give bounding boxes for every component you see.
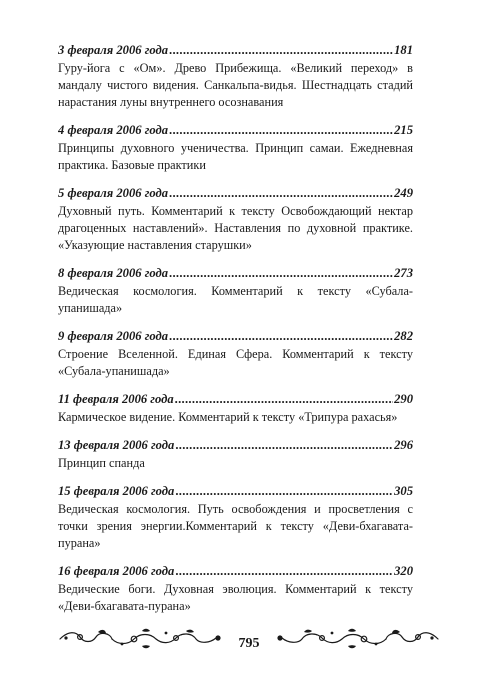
leader-dots	[169, 185, 393, 202]
leader-dots	[169, 42, 393, 59]
toc-description: Ведическая космология. Путь освобождения и просветления с точки зрения энергии.Комментарий к тексту «Деви-бхагавата-пурана»	[58, 502, 413, 550]
toc-entry	[58, 437, 413, 472]
toc-date: 5 февраля 2006 года	[58, 186, 169, 200]
toc-date: 4 февраля 2006 года	[58, 123, 169, 137]
toc-date: 11 февраля 2006 года	[58, 392, 174, 406]
floral-scroll-ornament-icon	[270, 627, 440, 649]
toc-heading	[58, 563, 413, 580]
toc-heading	[58, 42, 413, 59]
toc-page-number: 273	[394, 266, 413, 280]
toc-heading	[58, 185, 413, 202]
toc-page-number: 282	[394, 329, 413, 343]
leader-dots	[169, 122, 393, 139]
toc-entry	[58, 122, 413, 174]
toc-page-number: 215	[394, 123, 413, 137]
toc-date: 9 февраля 2006 года	[58, 329, 169, 343]
toc-page-number: 290	[394, 392, 413, 406]
toc-date: 15 февраля 2006 года	[58, 484, 175, 498]
toc-heading	[58, 391, 413, 408]
toc-description: Кармическое видение. Комментарий к тексту «Трипура рахасья»	[58, 410, 398, 424]
toc-page-number: 320	[394, 564, 413, 578]
toc-date: 8 февраля 2006 года	[58, 266, 169, 280]
toc-page-number: 305	[394, 484, 413, 498]
leader-dots	[175, 563, 393, 580]
toc-heading	[58, 483, 413, 500]
toc-description: Ведические боги. Духовная эволюция. Комментарий к тексту «Деви-бхагавата-пурана»	[58, 582, 413, 613]
toc-heading	[58, 328, 413, 345]
floral-scroll-ornament-icon	[58, 627, 228, 649]
toc-date: 3 февраля 2006 года	[58, 43, 169, 57]
toc-entry	[58, 42, 413, 111]
toc-entry	[58, 265, 413, 317]
toc-description: Ведическая космология. Комментарий к тексту «Субала-упанишада»	[58, 284, 413, 315]
leader-dots	[169, 265, 393, 282]
toc-entry	[58, 391, 413, 426]
table-of-contents	[58, 42, 413, 626]
toc-heading	[58, 265, 413, 282]
toc-description: Гуру-йога с «Ом». Древо Прибежища. «Великий переход» в мандалу чистого видения. Санкальпа-видья. Шестнадцать стадий нарастания луны внутреннего осознавания	[58, 61, 413, 109]
toc-entry	[58, 328, 413, 380]
toc-entry	[58, 483, 413, 552]
toc-description: Принципы духовного ученичества. Принцип самаи. Ежедневная практика. Базовые практики	[58, 141, 413, 172]
page-number: 795	[238, 636, 260, 651]
toc-heading	[58, 437, 413, 454]
leader-dots	[175, 391, 393, 408]
leader-dots	[169, 328, 393, 345]
toc-description: Принцип спанда	[58, 456, 145, 470]
toc-page-number: 296	[394, 438, 413, 452]
toc-date: 13 февраля 2006 года	[58, 438, 175, 452]
toc-date: 16 февраля 2006 года	[58, 564, 175, 578]
toc-page-number: 249	[394, 186, 413, 200]
toc-description: Духовный путь. Комментарий к тексту Освобождающий нектар драгоценных наставлений». Наставления по духовной практике. «Указующие наставления старушки»	[58, 204, 413, 252]
toc-entry	[58, 185, 413, 254]
toc-entry	[58, 563, 413, 615]
leader-dots	[175, 483, 393, 500]
toc-description: Строение Вселенной. Единая Сфера. Комментарий к тексту «Субала-упанишада»	[58, 347, 413, 378]
toc-page-number: 181	[394, 43, 413, 57]
toc-heading	[58, 122, 413, 139]
leader-dots	[175, 437, 393, 454]
